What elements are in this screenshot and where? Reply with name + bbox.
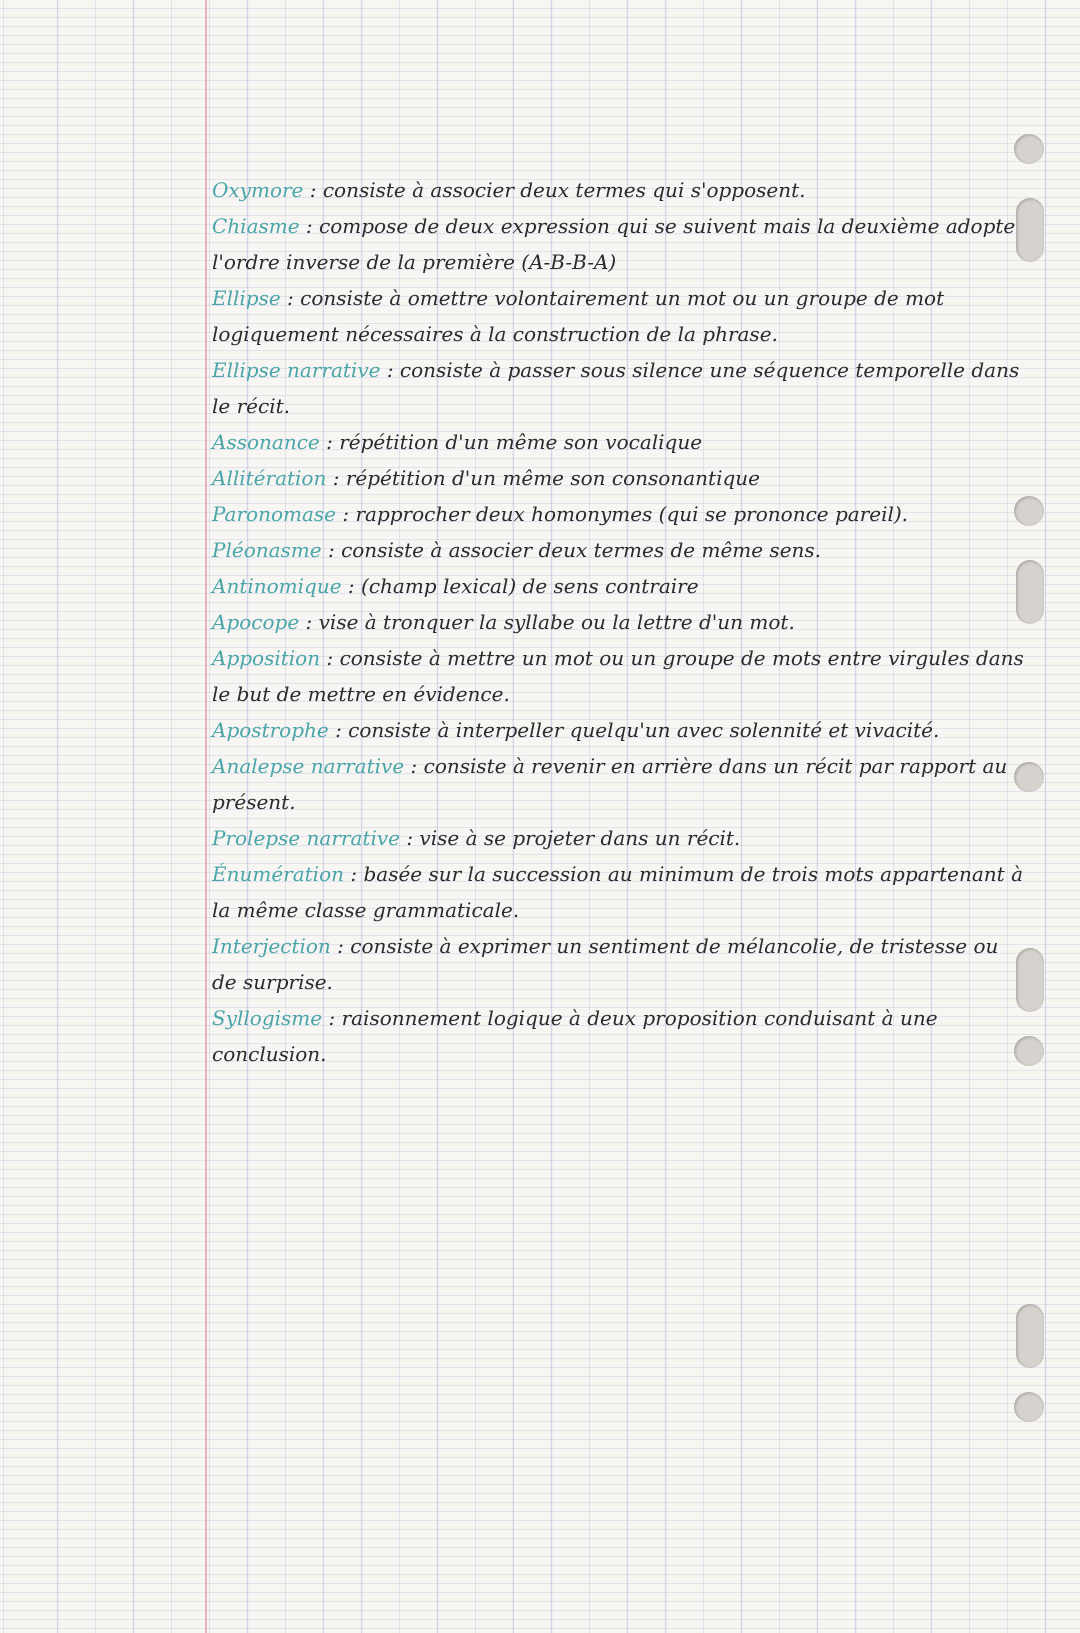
entry-definition: consiste à associer deux termes de même sens. [341,538,822,562]
entry-definition: répétition d'un même son consonantique [345,466,760,490]
entry-definition: vise à se projeter dans un récit. [419,826,741,850]
entry-definition: raisonnement logique à deux proposition conduisant à une conclusion. [212,1006,938,1066]
entry-definition: consiste à omettre volontairement un mot ou un groupe de mot logiquement nécessaires à la construction de la phrase. [212,286,945,346]
definition-entry: Antinomique : (champ lexical) de sens contraire [212,574,699,598]
entry-term: Énumération [212,862,345,886]
entry-definition: vise à tronquer la syllabe ou la lettre d'un mot. [318,610,795,634]
entry-term: Allitération [212,466,327,490]
entry-definition: consiste à exprimer un sentiment de mélancolie, de tristesse ou de surprise. [212,934,999,994]
definition-entry: Ellipse narrative : consiste à passer sous silence une séquence temporelle dans le récit. [212,358,1020,418]
entry-term: Syllogisme [212,1006,323,1030]
definition-entry: Analepse narrative : consiste à revenir en arrière dans un récit par rapport au présent. [212,754,1008,814]
definition-entry: Allitération : répétition d'un même son consonantique [212,466,760,490]
entry-term: Chiasme [212,214,300,238]
entry-term: Apposition [212,646,321,670]
definition-entry: Pléonasme : consiste à associer deux termes de même sens. [212,538,822,562]
entry-term: Prolepse narrative [212,826,400,850]
binder-hole [1014,1392,1044,1422]
entry-term: Assonance [212,430,320,454]
entry-definition: consiste à passer sous silence une séquence temporelle dans le récit. [212,358,1020,418]
entry-definition: rapprocher deux homonymes (qui se prononce pareil). [355,502,909,526]
binder-hole [1014,134,1044,164]
entry-definition: consiste à associer deux termes qui s'opposent. [322,178,806,202]
definition-entry: Interjection : consiste à exprimer un sentiment de mélancolie, de tristesse ou de surprise. [212,934,999,994]
margin-line [205,0,207,1633]
entry-definition: (champ lexical) de sens contraire [361,574,699,598]
entry-definition: compose de deux expression qui se suivent mais la deuxième adopte l'ordre inverse de la première (A-B-B-A) [212,214,1016,274]
binder-slot [1016,1304,1044,1368]
definition-entry: Apostrophe : consiste à interpeller quelqu'un avec solennité et vivacité. [212,718,940,742]
entry-term: Pléonasme [212,538,322,562]
definition-entry: Apposition : consiste à mettre un mot ou un groupe de mots entre virgules dans le but de mettre en évidence. [212,646,1024,706]
entry-definition: consiste à interpeller quelqu'un avec solennité et vivacité. [348,718,940,742]
definition-entry: Chiasme : compose de deux expression qui se suivent mais la deuxième adopte l'ordre inverse de la première (A-B-B-A) [212,214,1016,274]
entry-term: Paronomase [212,502,336,526]
entry-term: Apostrophe [212,718,329,742]
entry-term: Apocope [212,610,300,634]
definition-entry: Prolepse narrative : vise à se projeter dans un récit. [212,826,741,850]
entry-term: Ellipse [212,286,281,310]
entry-term: Interjection [212,934,331,958]
definition-entry: Paronomase : rapprocher deux homonymes (qui se prononce pareil). [212,502,909,526]
definition-entry: Ellipse : consiste à omettre volontairement un mot ou un groupe de mot logiquement nécessaires à la construction de la phrase. [212,286,945,346]
definition-entry: Apocope : vise à tronquer la syllabe ou la lettre d'un mot. [212,610,795,634]
definitions-list [212,172,1027,1072]
definition-entry: Oxymore : consiste à associer deux termes qui s'opposent. [212,178,806,202]
entry-term: Ellipse narrative [212,358,381,382]
entry-definition: répétition d'un même son vocalique [339,430,703,454]
entry-term: Oxymore [212,178,304,202]
entry-term: Analepse narrative [212,754,405,778]
entry-definition: consiste à revenir en arrière dans un récit par rapport au présent. [212,754,1008,814]
entry-definition: consiste à mettre un mot ou un groupe de mots entre virgules dans le but de mettre en évidence. [212,646,1024,706]
entry-term: Antinomique [212,574,342,598]
definition-entry: Assonance : répétition d'un même son vocalique [212,430,703,454]
definition-entry: Énumération : basée sur la succession au minimum de trois mots appartenant à la même classe grammaticale. [212,862,1023,922]
definition-entry: Syllogisme : raisonnement logique à deux proposition conduisant à une conclusion. [212,1006,938,1066]
entry-definition: basée sur la succession au minimum de trois mots appartenant à la même classe grammaticale. [212,862,1023,922]
